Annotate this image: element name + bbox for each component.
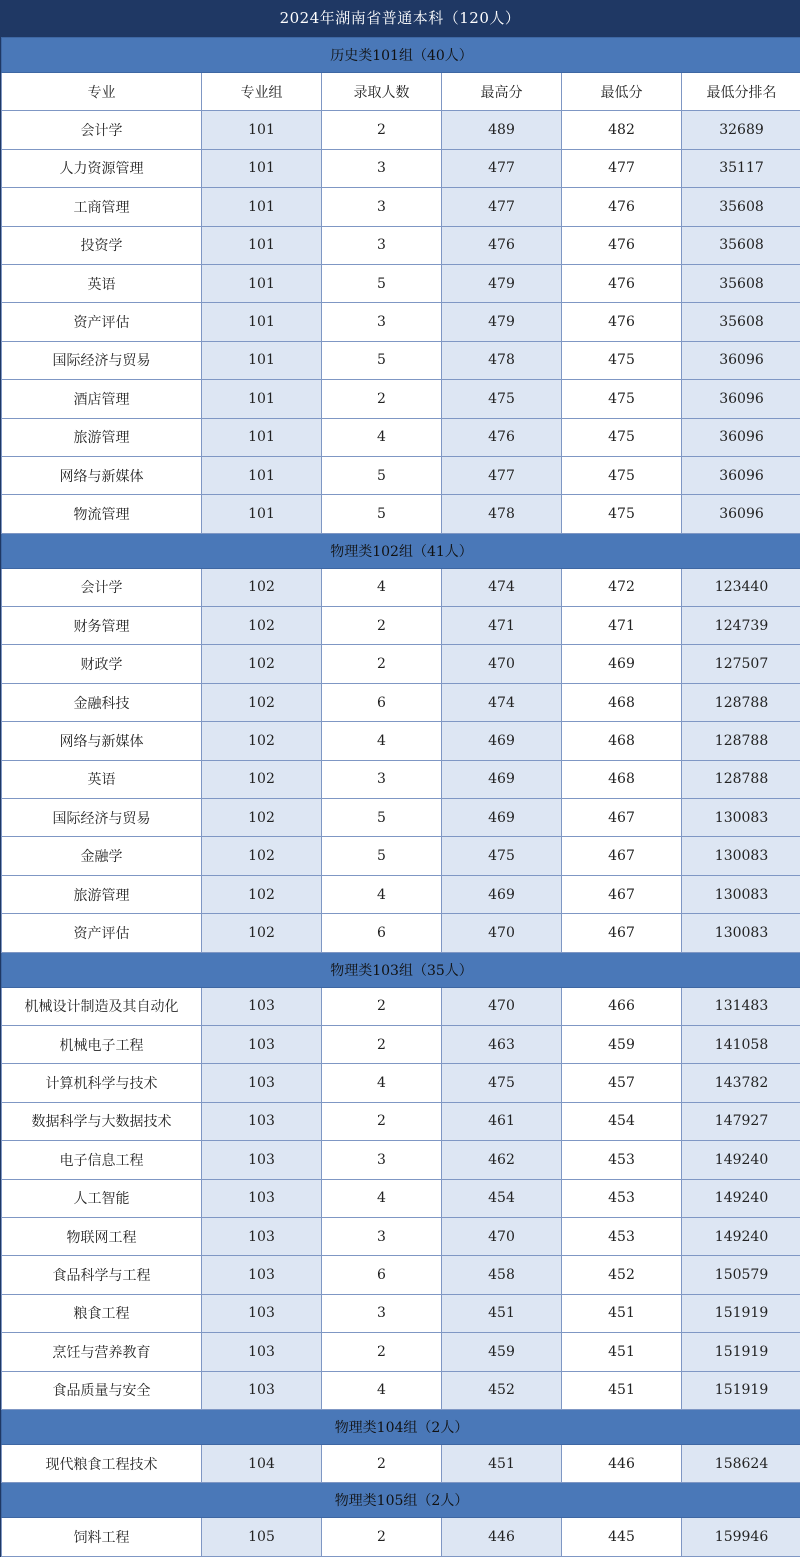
table-cell: 6 (322, 683, 442, 721)
table-cell: 5 (322, 341, 442, 379)
table-cell: 人力资源管理 (2, 149, 202, 187)
table-cell: 127507 (682, 645, 800, 683)
table-cell: 102 (202, 568, 322, 606)
table-cell: 4 (322, 722, 442, 760)
table-cell: 468 (562, 760, 682, 798)
table-cell: 物流管理 (2, 495, 202, 533)
table-cell: 104 (202, 1444, 322, 1482)
table-cell: 467 (562, 837, 682, 875)
table-cell: 6 (322, 914, 442, 952)
table-cell: 计算机科学与技术 (2, 1064, 202, 1102)
table-row (2, 188, 800, 226)
table-cell: 477 (442, 456, 562, 494)
table-cell: 101 (202, 264, 322, 302)
table-row (2, 645, 800, 683)
table-row (2, 1179, 800, 1217)
table-cell: 459 (442, 1333, 562, 1371)
table-cell: 4 (322, 418, 442, 456)
table-cell: 5 (322, 837, 442, 875)
table-cell: 130083 (682, 799, 800, 837)
table-cell: 461 (442, 1102, 562, 1140)
table-cell: 476 (562, 264, 682, 302)
table-cell: 470 (442, 914, 562, 952)
table-cell: 4 (322, 568, 442, 606)
table-cell: 469 (562, 645, 682, 683)
table-cell: 131483 (682, 987, 800, 1025)
table-cell: 149240 (682, 1217, 800, 1255)
group-header-row (2, 1483, 800, 1518)
table-cell: 103 (202, 1256, 322, 1294)
table-cell: 151919 (682, 1371, 800, 1409)
table-cell: 2 (322, 1518, 442, 1556)
table-row (2, 1217, 800, 1255)
table-cell: 3 (322, 760, 442, 798)
table-cell: 451 (562, 1371, 682, 1409)
table-cell: 462 (442, 1141, 562, 1179)
table-cell: 酒店管理 (2, 380, 202, 418)
table-cell: 150579 (682, 1256, 800, 1294)
table-cell: 35608 (682, 226, 800, 264)
table-cell: 102 (202, 875, 322, 913)
table-cell: 469 (442, 760, 562, 798)
table-cell: 478 (442, 495, 562, 533)
table-cell: 机械设计制造及其自动化 (2, 987, 202, 1025)
table-cell: 3 (322, 1217, 442, 1255)
table-row (2, 264, 800, 302)
table-row (2, 722, 800, 760)
table-row (2, 456, 800, 494)
table-cell: 3 (322, 1141, 442, 1179)
table-cell: 金融科技 (2, 683, 202, 721)
table-row (2, 568, 800, 606)
table-cell: 103 (202, 1141, 322, 1179)
table-body (2, 38, 800, 1557)
table-cell: 453 (562, 1179, 682, 1217)
table-cell: 102 (202, 607, 322, 645)
table-cell: 468 (562, 722, 682, 760)
table-cell: 5 (322, 799, 442, 837)
table-row (2, 418, 800, 456)
table-cell: 2 (322, 1025, 442, 1063)
table-cell: 467 (562, 799, 682, 837)
table-cell: 141058 (682, 1025, 800, 1063)
table-cell: 102 (202, 683, 322, 721)
table-row (2, 226, 800, 264)
table-cell: 159946 (682, 1518, 800, 1556)
table-cell: 489 (442, 111, 562, 149)
table-cell: 467 (562, 914, 682, 952)
table-cell: 资产评估 (2, 914, 202, 952)
table-cell: 479 (442, 264, 562, 302)
table-row (2, 1518, 800, 1556)
group-label: 物理类102组（41人） (2, 533, 800, 568)
group-label: 物理类103组（35人） (2, 952, 800, 987)
table-cell: 103 (202, 1102, 322, 1140)
table-row (2, 607, 800, 645)
table-cell: 6 (322, 1256, 442, 1294)
table-cell: 2 (322, 1333, 442, 1371)
table-row (2, 1333, 800, 1371)
table-cell: 471 (562, 607, 682, 645)
column-header: 最高分 (442, 73, 562, 111)
table-cell: 457 (562, 1064, 682, 1102)
table-cell: 453 (562, 1141, 682, 1179)
table-cell: 446 (562, 1444, 682, 1482)
admission-table (1, 37, 800, 1557)
table-row (2, 1141, 800, 1179)
column-header: 最低分 (562, 73, 682, 111)
table-cell: 4 (322, 1064, 442, 1102)
table-cell: 124739 (682, 607, 800, 645)
table-cell: 479 (442, 303, 562, 341)
table-cell: 458 (442, 1256, 562, 1294)
column-header-row (2, 73, 800, 111)
table-cell: 36096 (682, 418, 800, 456)
table-cell: 工商管理 (2, 188, 202, 226)
table-row (2, 799, 800, 837)
table-row (2, 1256, 800, 1294)
table-cell: 人工智能 (2, 1179, 202, 1217)
table-cell: 476 (562, 226, 682, 264)
table-cell: 会计学 (2, 111, 202, 149)
table-cell: 3 (322, 149, 442, 187)
table-cell: 数据科学与大数据技术 (2, 1102, 202, 1140)
table-cell: 470 (442, 987, 562, 1025)
group-header-row (2, 952, 800, 987)
table-cell: 475 (442, 1064, 562, 1102)
table-cell: 101 (202, 341, 322, 379)
table-cell: 128788 (682, 760, 800, 798)
table-cell: 475 (442, 380, 562, 418)
table-cell: 128788 (682, 683, 800, 721)
table-cell: 470 (442, 1217, 562, 1255)
table-cell: 网络与新媒体 (2, 456, 202, 494)
table-cell: 2 (322, 1102, 442, 1140)
group-header-row (2, 1409, 800, 1444)
table-cell: 36096 (682, 380, 800, 418)
table-cell: 2 (322, 380, 442, 418)
group-label: 历史类101组（40人） (2, 38, 800, 73)
table-cell: 468 (562, 683, 682, 721)
table-row (2, 760, 800, 798)
table-row (2, 1102, 800, 1140)
table-cell: 英语 (2, 760, 202, 798)
table-cell: 101 (202, 303, 322, 341)
table-cell: 475 (562, 495, 682, 533)
table-cell: 477 (562, 149, 682, 187)
table-cell: 151919 (682, 1294, 800, 1332)
table-cell: 4 (322, 1371, 442, 1409)
table-cell: 101 (202, 111, 322, 149)
table-cell: 国际经济与贸易 (2, 341, 202, 379)
table-cell: 128788 (682, 722, 800, 760)
table-cell: 453 (562, 1217, 682, 1255)
table-row (2, 914, 800, 952)
table-cell: 105 (202, 1518, 322, 1556)
table-cell: 475 (562, 418, 682, 456)
table-cell: 477 (442, 188, 562, 226)
table-cell: 445 (562, 1518, 682, 1556)
table-cell: 2 (322, 645, 442, 683)
table-cell: 102 (202, 914, 322, 952)
table-cell: 36096 (682, 456, 800, 494)
table-row (2, 1064, 800, 1102)
table-cell: 474 (442, 683, 562, 721)
table-cell: 474 (442, 568, 562, 606)
table-cell: 35608 (682, 303, 800, 341)
table-cell: 101 (202, 418, 322, 456)
table-cell: 英语 (2, 264, 202, 302)
table-cell: 机械电子工程 (2, 1025, 202, 1063)
table-cell: 35117 (682, 149, 800, 187)
table-cell: 477 (442, 149, 562, 187)
table-cell: 5 (322, 495, 442, 533)
group-header-row (2, 533, 800, 568)
table-cell: 469 (442, 799, 562, 837)
table-cell: 国际经济与贸易 (2, 799, 202, 837)
table-cell: 103 (202, 1179, 322, 1217)
group-label: 物理类104组（2人） (2, 1409, 800, 1444)
table-cell: 现代粮食工程技术 (2, 1444, 202, 1482)
table-cell: 130083 (682, 914, 800, 952)
table-cell: 103 (202, 987, 322, 1025)
table-cell: 103 (202, 1064, 322, 1102)
table-cell: 143782 (682, 1064, 800, 1102)
table-cell: 466 (562, 987, 682, 1025)
table-cell: 469 (442, 722, 562, 760)
table-cell: 会计学 (2, 568, 202, 606)
table-row (2, 495, 800, 533)
table-cell: 电子信息工程 (2, 1141, 202, 1179)
table-cell: 101 (202, 456, 322, 494)
table-cell: 4 (322, 875, 442, 913)
table-cell: 网络与新媒体 (2, 722, 202, 760)
table-cell: 2 (322, 1444, 442, 1482)
table-row (2, 987, 800, 1025)
table-cell: 101 (202, 495, 322, 533)
table-cell: 475 (562, 380, 682, 418)
table-cell: 101 (202, 380, 322, 418)
table-cell: 金融学 (2, 837, 202, 875)
column-header: 专业 (2, 73, 202, 111)
table-cell: 烹饪与营养教育 (2, 1333, 202, 1371)
table-cell: 123440 (682, 568, 800, 606)
table-cell: 102 (202, 799, 322, 837)
table-cell: 469 (442, 875, 562, 913)
table-cell: 食品质量与安全 (2, 1371, 202, 1409)
table-cell: 3 (322, 226, 442, 264)
table-row (2, 380, 800, 418)
table-cell: 投资学 (2, 226, 202, 264)
table-cell: 36096 (682, 495, 800, 533)
table-cell: 103 (202, 1217, 322, 1255)
table-cell: 151919 (682, 1333, 800, 1371)
table-cell: 475 (562, 341, 682, 379)
table-cell: 102 (202, 837, 322, 875)
table-cell: 35608 (682, 264, 800, 302)
table-row (2, 303, 800, 341)
table-cell: 食品科学与工程 (2, 1256, 202, 1294)
table-cell: 4 (322, 1179, 442, 1217)
table-cell: 130083 (682, 837, 800, 875)
table-cell: 158624 (682, 1444, 800, 1482)
table-cell: 459 (562, 1025, 682, 1063)
table-cell: 463 (442, 1025, 562, 1063)
table-cell: 102 (202, 722, 322, 760)
table-cell: 103 (202, 1333, 322, 1371)
table-cell: 资产评估 (2, 303, 202, 341)
table-row (2, 1444, 800, 1482)
table-cell: 3 (322, 303, 442, 341)
table-cell: 471 (442, 607, 562, 645)
table-cell: 451 (442, 1294, 562, 1332)
table-cell: 3 (322, 188, 442, 226)
table-cell: 36096 (682, 341, 800, 379)
table-cell: 101 (202, 226, 322, 264)
table-cell: 147927 (682, 1102, 800, 1140)
table-cell: 149240 (682, 1179, 800, 1217)
table-cell: 饲料工程 (2, 1518, 202, 1556)
table-cell: 5 (322, 264, 442, 302)
table-cell: 粮食工程 (2, 1294, 202, 1332)
table-cell: 103 (202, 1371, 322, 1409)
table-cell: 452 (562, 1256, 682, 1294)
table-cell: 102 (202, 645, 322, 683)
table-cell: 476 (562, 303, 682, 341)
table-row (2, 1294, 800, 1332)
table-cell: 451 (562, 1333, 682, 1371)
table-cell: 467 (562, 875, 682, 913)
table-row (2, 683, 800, 721)
table-cell: 财政学 (2, 645, 202, 683)
column-header: 最低分排名 (682, 73, 800, 111)
table-cell: 财务管理 (2, 607, 202, 645)
table-cell: 451 (442, 1444, 562, 1482)
table-cell: 2 (322, 987, 442, 1025)
table-cell: 475 (442, 837, 562, 875)
table-cell: 101 (202, 188, 322, 226)
table-cell: 454 (442, 1179, 562, 1217)
column-header: 专业组 (202, 73, 322, 111)
table-cell: 451 (562, 1294, 682, 1332)
table-cell: 103 (202, 1294, 322, 1332)
table-title: 2024年湖南省普通本科（120人） (1, 0, 799, 37)
table-cell: 454 (562, 1102, 682, 1140)
table-cell: 130083 (682, 875, 800, 913)
table-row (2, 1371, 800, 1409)
table-cell: 475 (562, 456, 682, 494)
table-cell: 476 (442, 418, 562, 456)
column-header: 录取人数 (322, 73, 442, 111)
table-cell: 476 (442, 226, 562, 264)
table-cell: 物联网工程 (2, 1217, 202, 1255)
table-cell: 452 (442, 1371, 562, 1409)
table-row (2, 149, 800, 187)
table-cell: 旅游管理 (2, 418, 202, 456)
table-cell: 478 (442, 341, 562, 379)
table-cell: 3 (322, 1294, 442, 1332)
table-row (2, 837, 800, 875)
table-row (2, 111, 800, 149)
table-cell: 35608 (682, 188, 800, 226)
table-cell: 482 (562, 111, 682, 149)
table-cell: 149240 (682, 1141, 800, 1179)
table-cell: 472 (562, 568, 682, 606)
table-cell: 旅游管理 (2, 875, 202, 913)
table-cell: 470 (442, 645, 562, 683)
table-cell: 32689 (682, 111, 800, 149)
table-cell: 102 (202, 760, 322, 798)
table-cell: 101 (202, 149, 322, 187)
table-row (2, 341, 800, 379)
group-label: 物理类105组（2人） (2, 1483, 800, 1518)
table-row (2, 875, 800, 913)
table-cell: 5 (322, 456, 442, 494)
table-cell: 476 (562, 188, 682, 226)
group-header-row (2, 38, 800, 73)
table-cell: 446 (442, 1518, 562, 1556)
table-cell: 2 (322, 111, 442, 149)
table-cell: 2 (322, 607, 442, 645)
table-row (2, 1025, 800, 1063)
table-cell: 103 (202, 1025, 322, 1063)
